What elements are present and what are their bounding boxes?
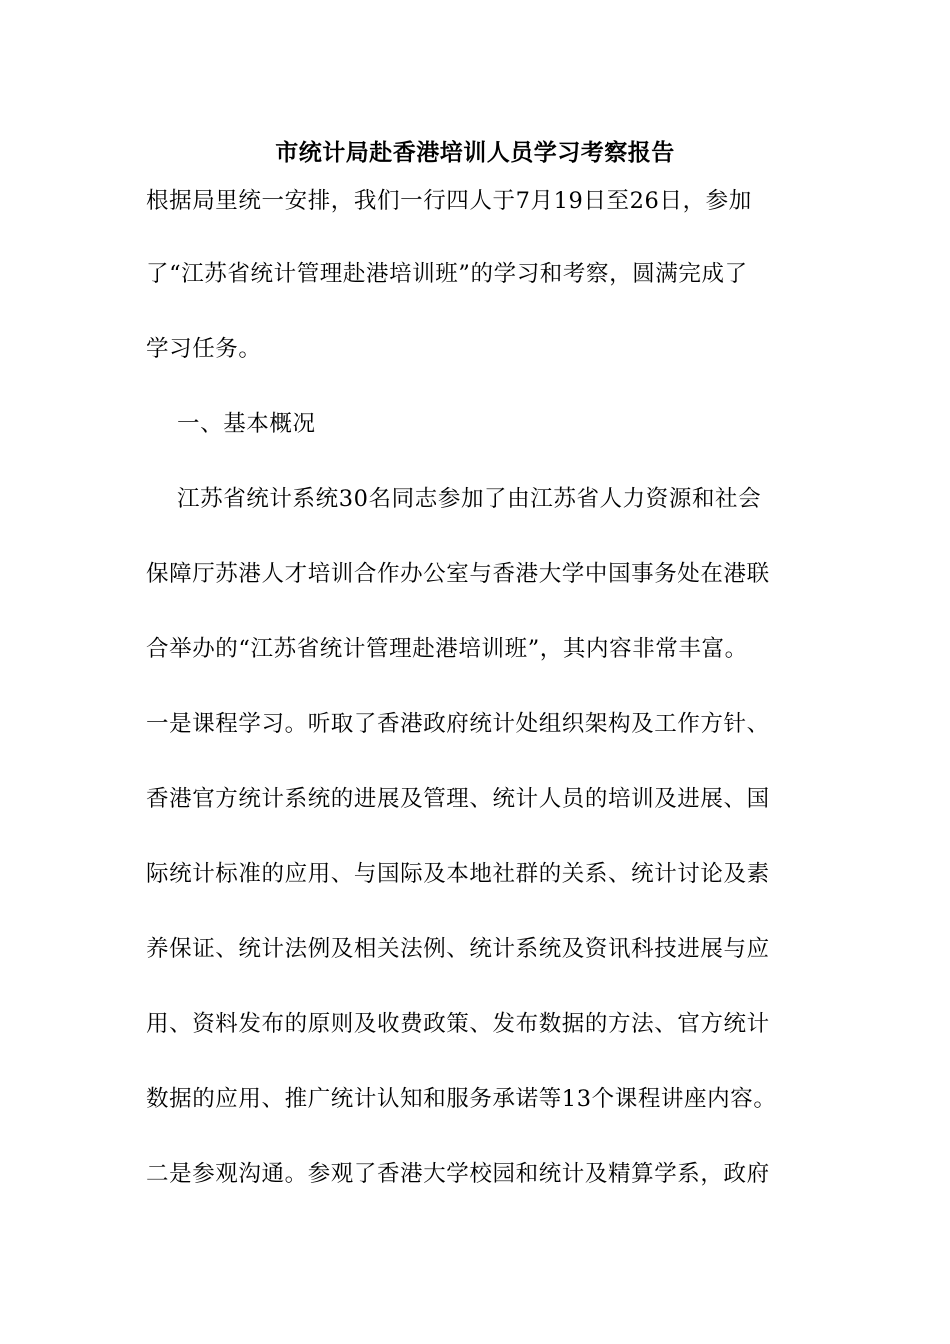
document-title: 市统计局赴香港培训人员学习考察报告 <box>275 139 675 166</box>
body-line-13: 数据的应用、推广统计认知和服务承诺等13个课程讲座内容。 <box>146 1086 777 1112</box>
body-line-12: 用、资料发布的原则及收费政策、发布数据的方法、官方统计 <box>146 1011 770 1037</box>
body-line-14: 二是参观沟通。参观了香港大学校园和统计及精算学系，政府 <box>146 1161 770 1187</box>
body-line-5: 江苏省统计系统30名同志参加了由江苏省人力资源和社会 <box>146 486 762 512</box>
body-line-1: 根据局里统一安排，我们一行四人于7月19日至26日，参加 <box>146 188 752 214</box>
body-line-3: 学习任务。 <box>146 336 262 362</box>
body-line-7: 合举办的“江苏省统计管理赴港培训班”，其内容非常丰富。 <box>146 636 748 662</box>
body-line-9: 香港官方统计系统的进展及管理、统计人员的培训及进展、国 <box>146 786 770 812</box>
body-line-11: 养保证、统计法例及相关法例、统计系统及资讯科技进展与应 <box>146 936 770 962</box>
section-heading-overview: 一、基本概况 <box>146 411 316 437</box>
body-line-10: 际统计标准的应用、与国际及本地社群的关系、统计讨论及素 <box>146 861 770 887</box>
body-line-8: 一是课程学习。听取了香港政府统计处组织架构及工作方针、 <box>146 711 770 737</box>
body-line-2: 了“江苏省统计管理赴港培训班”的学习和考察，圆满完成了 <box>146 261 748 287</box>
body-line-6: 保障厅苏港人才培训合作办公室与香港大学中国事务处在港联 <box>146 561 770 587</box>
